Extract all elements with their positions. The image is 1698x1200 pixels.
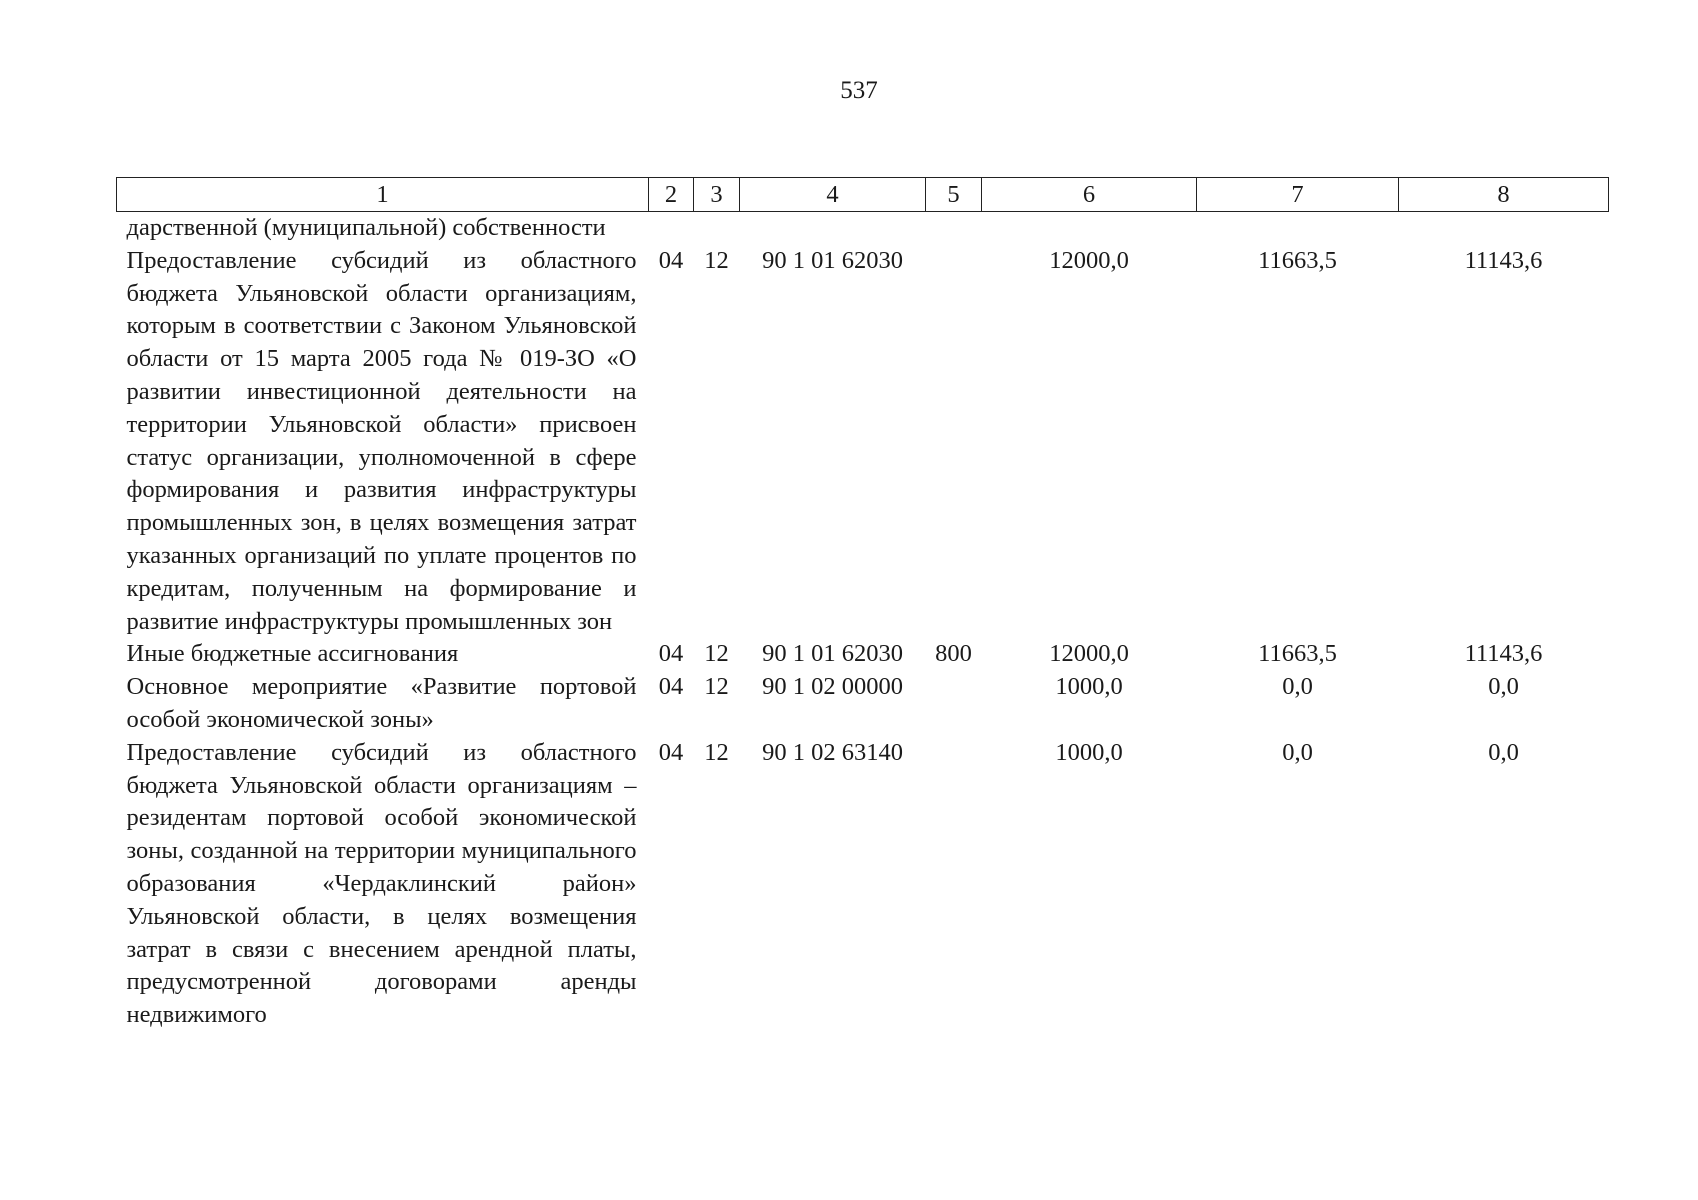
- row-section: [649, 212, 694, 245]
- row-description-text: Иные бюджетные ассигнования: [126, 640, 459, 668]
- row-expense-type: [926, 737, 982, 1032]
- table-row: [117, 245, 1609, 639]
- row-description-text: Предоставление субсидий из областного бюджета Ульяновской области организациям – резидентам портовой особой экономической зоны, созданной на территории муниципального образования «Чердаклинский район» Ульяновской области, в целях возмещения затрат в связи с внесением арендной платы, предусмотренной договорами аренды недвижимого: [126, 738, 637, 1029]
- header-col-6: 6: [982, 178, 1197, 212]
- row-expense-type: [926, 212, 982, 245]
- row-subsection: 12: [704, 246, 729, 274]
- header-col-2: 2: [649, 178, 694, 212]
- row-section: 04: [658, 738, 684, 766]
- row-description: [117, 671, 649, 737]
- row-amount-col6: 1000,0: [1055, 738, 1123, 766]
- row-amount-col7: [1197, 212, 1399, 245]
- row-amount-col6: 12000,0: [1049, 246, 1129, 274]
- row-amount-col6: 1000,0: [1055, 673, 1123, 701]
- row-amount-col7: 0,0: [1282, 673, 1313, 701]
- row-section: 04: [658, 246, 684, 274]
- row-subsection: [694, 212, 740, 245]
- row-amount-col8: 11143,6: [1464, 640, 1543, 668]
- row-amount-col7: 0,0: [1282, 738, 1313, 766]
- row-description: [117, 212, 649, 245]
- row-amount-col6: [982, 212, 1197, 245]
- row-expense-type: [926, 245, 982, 639]
- row-subsection: 12: [704, 673, 729, 701]
- table-row: [117, 212, 1609, 245]
- row-amount-col8: 0,0: [1488, 673, 1519, 701]
- row-description: [117, 737, 649, 1032]
- row-section: 04: [658, 673, 684, 701]
- header-col-5: 5: [926, 178, 982, 212]
- row-expense-type: [926, 671, 982, 737]
- row-amount-col7: 11663,5: [1258, 640, 1337, 668]
- header-col-1: 1: [117, 178, 649, 212]
- table-body: [117, 212, 1609, 1032]
- header-row: [117, 178, 1609, 212]
- row-description-text: Предоставление субсидий из областного бюджета Ульяновской области организациям, которым в соответствии с Законом Ульяновской области от 15 марта 2005 года № 019-ЗО «О развитии инвестиционной деятельности на территории Ульяновской области» присвоен статус организации, уполномоченной в сфере формирования и развития инфраструктуры промышленных зон, в целях возмещения затрат указанных организаций по уплате процентов по кредитам, полученным на формирование и развитие инфраструктуры промышленных зон: [126, 246, 637, 635]
- budget-table: [116, 177, 1609, 1032]
- row-target-article: 90 1 01 62030: [762, 246, 903, 274]
- row-target-article: 90 1 02 63140: [762, 738, 903, 766]
- row-amount-col8: 11143,6: [1464, 246, 1543, 274]
- row-subsection: 12: [704, 738, 729, 766]
- row-amount-col6: 12000,0: [1049, 640, 1129, 668]
- header-col-8: 8: [1399, 178, 1609, 212]
- row-subsection: 12: [704, 640, 729, 668]
- row-target-article: 90 1 01 62030: [762, 640, 903, 668]
- row-description: [117, 638, 649, 671]
- table-row: [117, 671, 1609, 737]
- row-target-article: [740, 212, 926, 245]
- row-section: 04: [658, 640, 684, 668]
- table-row: [117, 638, 1609, 671]
- row-description: [117, 245, 649, 639]
- header-col-7: 7: [1197, 178, 1399, 212]
- row-expense-type: 800: [935, 640, 972, 668]
- table-header: [117, 178, 1609, 212]
- header-col-4: 4: [740, 178, 926, 212]
- row-amount-col8: 0,0: [1488, 738, 1519, 766]
- row-amount-col8: [1399, 212, 1609, 245]
- table-row: [117, 737, 1609, 1032]
- row-target-article: 90 1 02 00000: [762, 673, 903, 701]
- header-col-3: 3: [694, 178, 740, 212]
- row-amount-col7: 11663,5: [1258, 246, 1337, 274]
- page-number: 537: [840, 77, 878, 104]
- row-description-text: Основное мероприятие «Развитие портовой особой экономической зоны»: [126, 673, 637, 733]
- row-description-text: дарственной (муниципальной) собственности: [126, 214, 606, 241]
